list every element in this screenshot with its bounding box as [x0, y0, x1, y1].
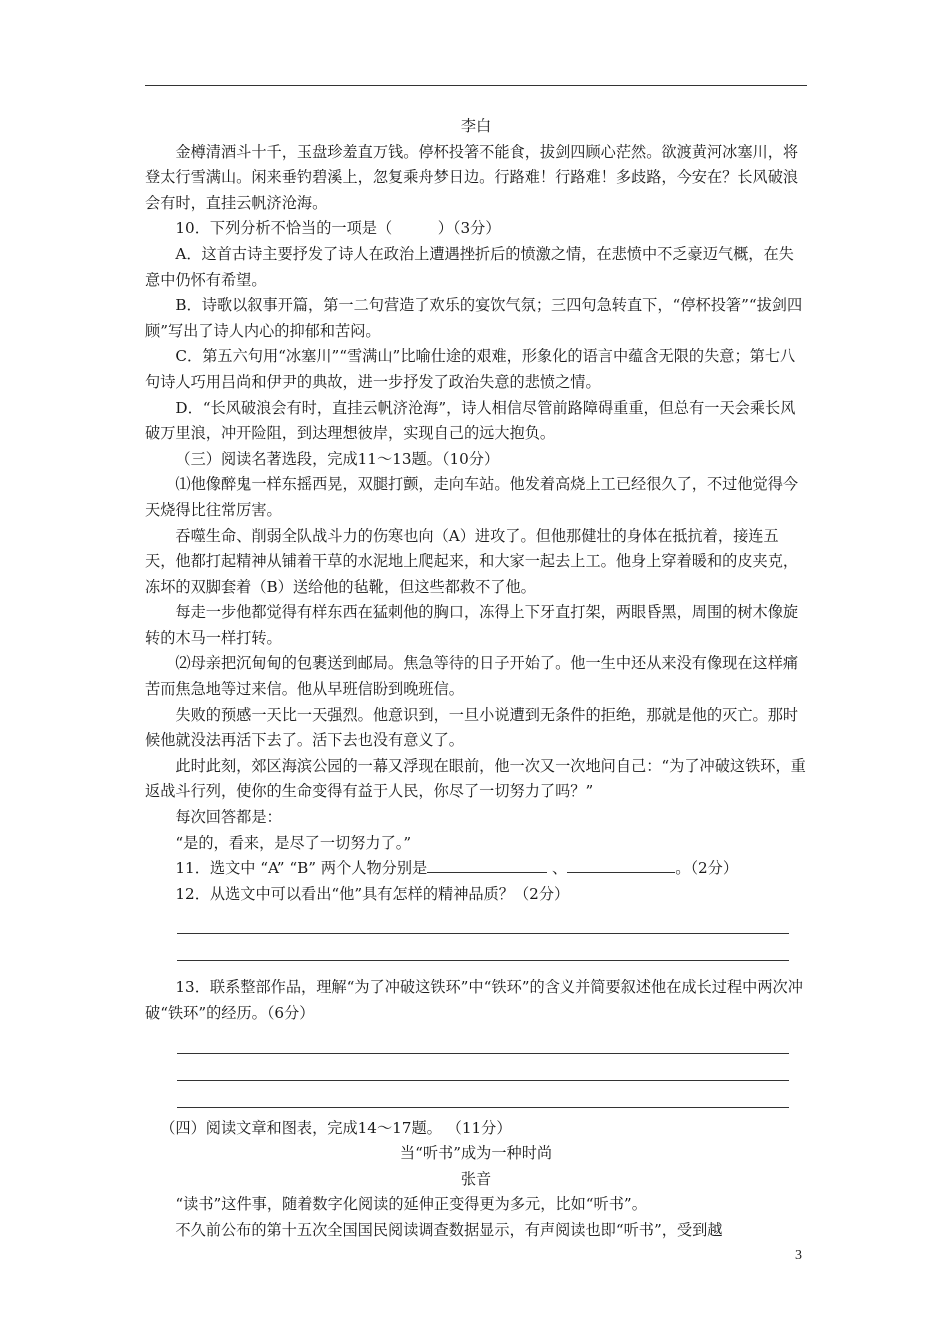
- header-rule: [145, 85, 807, 86]
- article-paragraph: 不久前公布的第十五次全国国民阅读调查数据显示，有声阅读也即“听书”，受到越: [175, 1220, 723, 1239]
- question-11-separator: 、: [547, 859, 568, 878]
- excerpt-paragraph: ⑴他像醉鬼一样东摇西晃，双腿打颤，走向车站。他发着高烧上工已经很久了，不过他觉得今天烧得比往常厉害。: [145, 475, 799, 519]
- option-a: A．这首古诗主要抒发了诗人在政治上遭遇挫折后的愤激之情，在悲愤中不乏豪迈气概，在失意中仍怀有希望。: [145, 244, 794, 289]
- poem-text: 金樽清酒斗十千，玉盘珍羞直万钱。停杯投箸不能食，拔剑四顾心茫然。欲渡黄河冰塞川，将登太行雪满山。闲来垂钓碧溪上，忽复乘舟梦日边。行路难！行路难！多歧路，今安在？长风破浪会有时，直挂云帆济沧海。: [145, 142, 799, 212]
- document-page: [145, 114, 807, 1244]
- excerpt-paragraph: 每次回答都是：: [175, 808, 282, 827]
- article-title: 当“听书”成为一种时尚: [399, 1144, 553, 1163]
- answer-line[interactable]: [177, 907, 789, 934]
- question-12: 12．从选文中可以看出“他”具有怎样的精神品质？（2分）: [175, 884, 570, 903]
- question-11-text: 11．选文中 “A” “B” 两个人物分别是: [175, 859, 428, 878]
- excerpt-paragraph: 吞噬生命、削弱全队战斗力的伤寒也向（A）进攻了。但他那健壮的身体在抵抗着，接连五天，他都打起精神从铺着干草的水泥地上爬起来，和大家一起去上工。他身上穿着暖和的皮夹克，冻坏的双脚套着（B）送给他的毡靴，但这些都救不了他。: [145, 526, 799, 596]
- answer-line[interactable]: [177, 1081, 789, 1108]
- excerpt-paragraph: ⑵母亲把沉甸甸的包裹送到邮局。焦急等待的日子开始了。他一生中还从来没有像现在这样痛苦而焦急地等过来信。他从早班信盼到晚班信。: [145, 654, 799, 699]
- excerpt-paragraph: 此时此刻，郊区海滨公园的一幕又浮现在眼前，他一次又一次地问自己：“为了冲破这铁环，重返战斗行列，使你的生命变得有益于人民，你尽了一切努力了吗？”: [145, 756, 806, 801]
- answer-line[interactable]: [177, 934, 789, 961]
- answer-blank-b[interactable]: [567, 856, 675, 873]
- question-11: [145, 856, 807, 882]
- answer-line[interactable]: [177, 1054, 789, 1081]
- option-c: C．第五六句用“冰塞川”“雪满山”比喻仕途的艰难，形象化的语言中蕴含无限的失意；第七八句诗人巧用吕尚和伊尹的典故，进一步抒发了政治失意的悲愤之情。: [145, 347, 796, 391]
- excerpt-paragraph: 每走一步他都觉得有样东西在猛刺他的胸口，冻得上下牙直打架，两眼昏黑，周围的树木像旋转的木马一样打转。: [145, 603, 799, 647]
- article-paragraph: “读书”这件事，随着数字化阅读的延伸正变得更为多元，比如“听书”。: [175, 1195, 647, 1214]
- excerpt-paragraph: “是的，看来，是尽了一切努力了。”: [175, 833, 412, 852]
- poem-author: 李白: [460, 117, 492, 135]
- section-3-heading: （三）阅读名著选段，完成11～13题。（10分）: [175, 449, 500, 468]
- option-d: D．“长风破浪会有时，直挂云帆济沧海”，诗人相信尽管前路障碍重重，但总有一天会乘长风破万里浪，冲开险阻，到达理想彼岸，实现自己的远大抱负。: [145, 398, 796, 443]
- page-number: 3: [795, 1248, 802, 1263]
- option-b: B．诗歌以叙事开篇，第一二句营造了欢乐的宴饮气氛；三四句急转直下，“停杯投箸”“拔剑四顾”写出了诗人内心的抑郁和苦闷。: [145, 296, 803, 340]
- question-10: 10．下列分析不恰当的一项是（ ）（3分）: [175, 219, 501, 238]
- section-4-heading: （四）阅读文章和图表，完成14～17题。 （11分）: [160, 1118, 512, 1137]
- question-11-score: 。（2分）: [675, 859, 739, 878]
- answer-line[interactable]: [177, 1027, 789, 1054]
- article-author: 张音: [460, 1169, 492, 1188]
- answer-blank-a[interactable]: [427, 856, 547, 873]
- excerpt-paragraph: 失败的预感一天比一天强烈。他意识到，一旦小说遭到无条件的拒绝，那就是他的灭亡。那时候他就没法再活下去了。活下去也没有意义了。: [145, 705, 799, 750]
- question-13: 13．联系整部作品，理解“为了冲破这铁环”中“铁环”的含义并简要叙述他在成长过程中两次冲破“铁环”的经历。（6分）: [145, 978, 803, 1022]
